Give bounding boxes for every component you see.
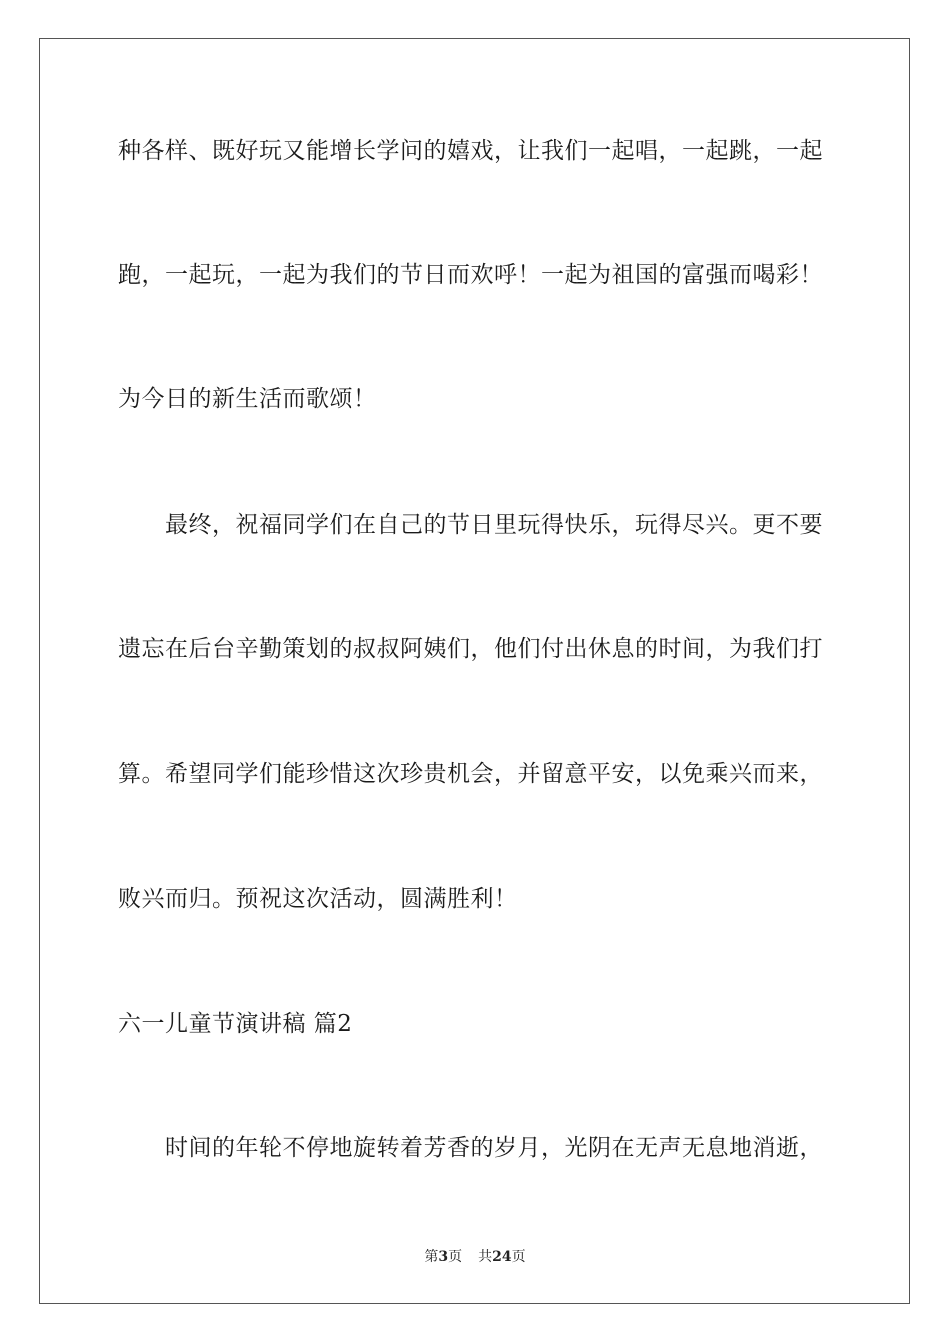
page-prefix: 第 bbox=[424, 1249, 439, 1265]
total-prefix: 共 bbox=[478, 1249, 493, 1265]
page-suffix: 页 bbox=[448, 1249, 463, 1265]
page-frame bbox=[39, 38, 910, 1304]
paragraph-first-line: 时间的年轮不停地旋转着芳香的岁月，光阴在无声无息地消逝， bbox=[165, 1135, 823, 1161]
text-line: 为今日的新生活而歌颂！ bbox=[118, 386, 377, 412]
total-suffix: 页 bbox=[511, 1249, 526, 1265]
text-line: 遗忘在后台辛勤策划的叔叔阿姨们，他们付出休息的时间，为我们打 bbox=[118, 636, 823, 662]
text-line: 种各样、既好玩又能增长学问的嬉戏，让我们一起唱，一起跳，一起 bbox=[118, 138, 823, 164]
total-pages: 24 bbox=[492, 1249, 512, 1265]
section-heading: 六一儿童节演讲稿 篇2 bbox=[118, 1011, 353, 1037]
text-line: 败兴而归。预祝这次活动，圆满胜利！ bbox=[118, 886, 518, 912]
paragraph-first-line: 最终，祝福同学们在自己的节日里玩得快乐，玩得尽兴。更不要 bbox=[165, 512, 823, 538]
page-footer bbox=[0, 1248, 950, 1266]
text-line: 算。希望同学们能珍惜这次珍贵机会，并留意平安，以免乘兴而来， bbox=[118, 761, 823, 787]
text-line: 跑，一起玩，一起为我们的节日而欢呼！一起为祖国的富强而喝彩！ bbox=[118, 262, 823, 288]
page-number: 3 bbox=[438, 1249, 449, 1265]
